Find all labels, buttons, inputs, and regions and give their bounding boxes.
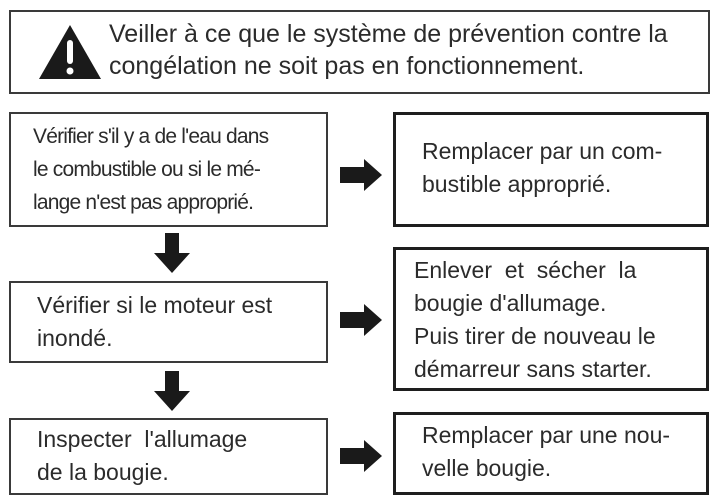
action-2-line-1: Enlever et sécher la — [414, 257, 637, 283]
down-arrow-icon — [154, 233, 190, 273]
right-arrow-icon — [340, 440, 382, 472]
action-2-line-2: bougie d'allumage. — [414, 290, 607, 316]
check-3-line-2: de la bougie. — [37, 459, 169, 485]
action-box-dry-spark-plug — [393, 247, 709, 391]
action-2-line-4: démarreur sans starter. — [414, 356, 652, 382]
warning-triangle-icon — [38, 24, 102, 80]
check-box-water-fuel — [9, 112, 328, 227]
check-2-line-1: Vérifier si le moteur est — [37, 292, 273, 318]
check-1-line-2: le combustible ou si le mé- — [33, 158, 261, 181]
action-3-line-1: Remplacer par une nou- — [422, 422, 671, 448]
down-arrow-icon — [154, 371, 190, 411]
action-1-line-2: bustible approprié. — [422, 171, 612, 197]
action-box-replace-spark-plug — [393, 412, 709, 495]
action-3-line-2: velle bougie. — [422, 455, 552, 481]
right-arrow-icon — [340, 304, 382, 336]
check-box-engine-flooded — [9, 281, 328, 363]
check-2-line-2: inondé. — [37, 325, 113, 351]
warning-line-1: Veiller à ce que le système de prévention contre la — [109, 20, 668, 48]
check-3-line-1: Inspecter l'allumage — [37, 426, 248, 452]
check-1-line-3: lange n'est pas approprié. — [33, 191, 254, 214]
action-1-line-1: Remplacer par un com- — [422, 138, 663, 164]
right-arrow-icon — [340, 159, 382, 191]
check-1-line-1: Vérifier s'il y a de l'eau dans — [33, 125, 269, 148]
action-box-replace-fuel — [393, 112, 709, 227]
warning-box — [9, 10, 710, 94]
action-2-line-3: Puis tirer de nouveau le — [414, 323, 656, 349]
check-box-spark-plug-ignition — [9, 418, 328, 495]
warning-line-2: congélation ne soit pas en fonctionnement. — [109, 52, 585, 80]
